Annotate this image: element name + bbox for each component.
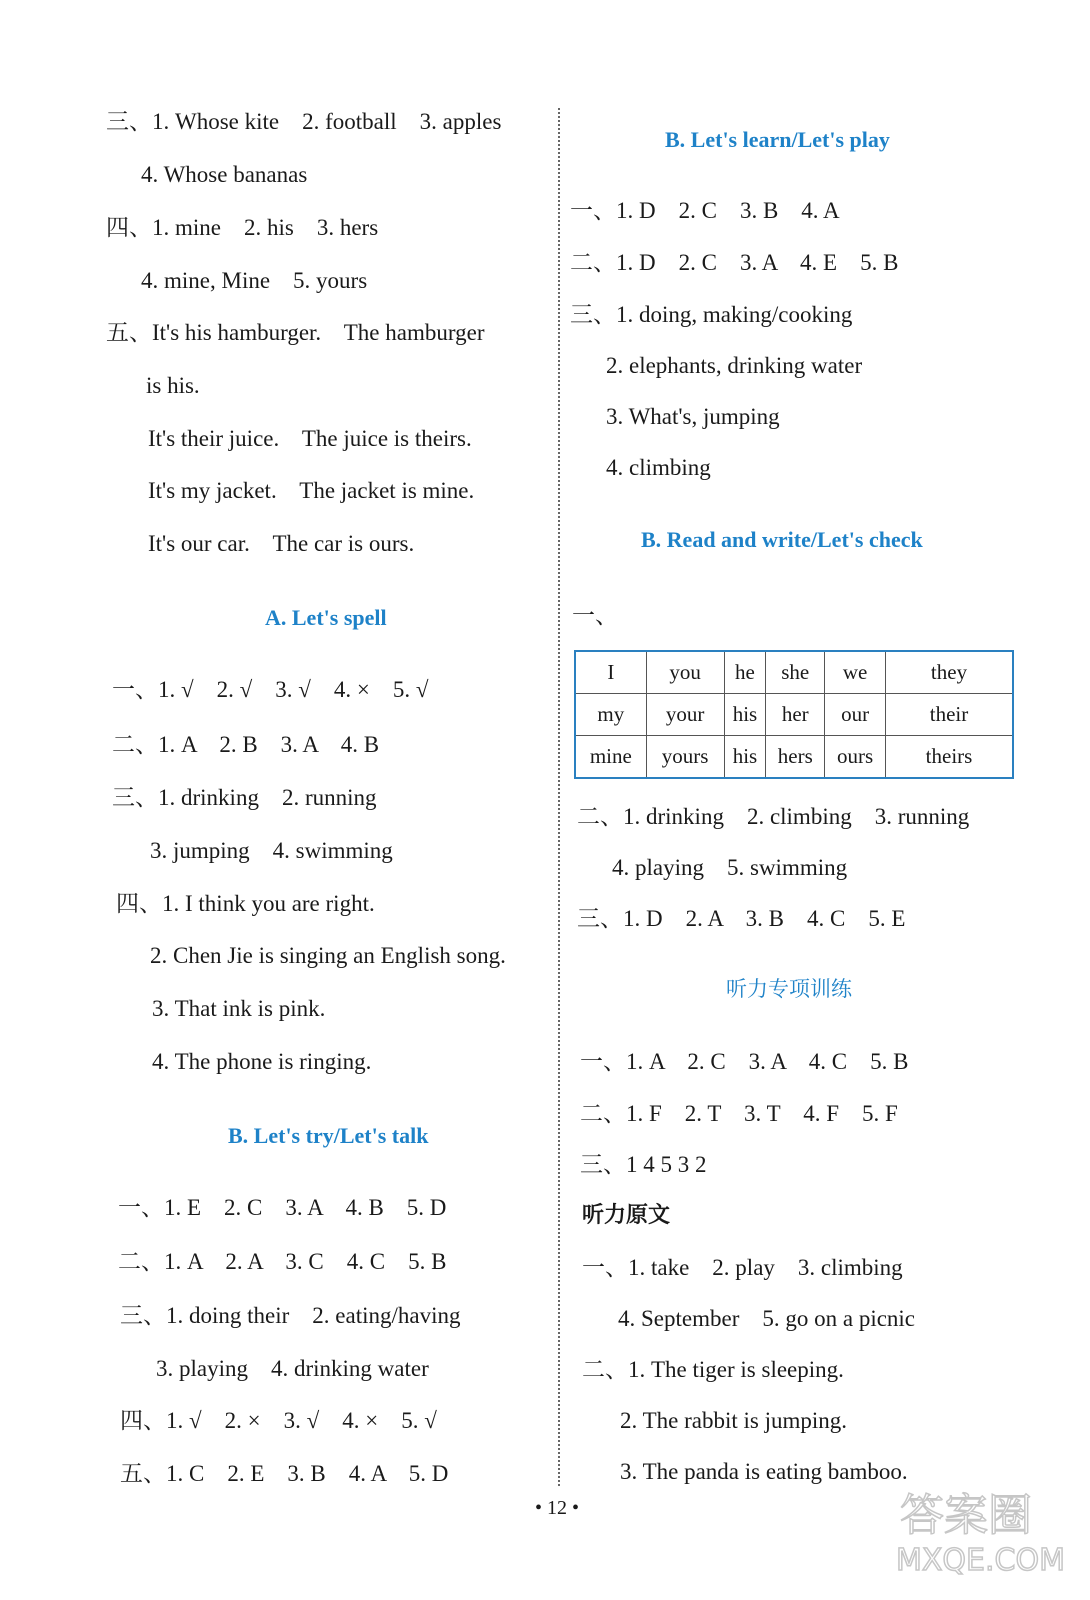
answer-line: It's our car. The car is ours. <box>148 531 415 556</box>
svg-text:MXQE.COM: MXQE.COM <box>896 1543 1065 1578</box>
table-cell: their <box>886 694 1014 736</box>
answer-line: 一、1. D 2. C 3. B 4. A <box>570 198 840 223</box>
table-cell: yours <box>646 736 724 779</box>
section-heading: B. Let's learn/Let's play <box>665 127 890 152</box>
answer-line: 二、1. F 2. T 3. T 4. F 5. F <box>580 1101 898 1126</box>
answer-line: It's my jacket. The jacket is mine. <box>148 478 475 503</box>
answer-line: 2. The rabbit is jumping. <box>620 1408 848 1433</box>
answer-line: 2. Chen Jie is singing an English song. <box>150 943 506 968</box>
answer-line: 二、1. D 2. C 3. A 4. E 5. B <box>570 250 899 275</box>
table-cell: your <box>646 694 724 736</box>
answer-line: 3. jumping 4. swimming <box>150 838 393 863</box>
table-row <box>575 651 1013 694</box>
page-number: • 12 • <box>535 1497 580 1519</box>
answer-line: 二、1. A 2. A 3. C 4. C 5. B <box>118 1249 447 1274</box>
answer-line: 4. mine, Mine 5. yours <box>141 268 368 293</box>
answer-line: 五、It's his hamburger. The hamburger <box>106 320 485 345</box>
answer-line: 三、1. drinking 2. running <box>112 785 377 810</box>
section-heading: 听力专项训练 <box>726 977 852 1001</box>
answer-line: 五、1. C 2. E 3. B 4. A 5. D <box>120 1461 449 1486</box>
answer-line: 三、1 4 5 3 2 <box>580 1152 707 1177</box>
answer-line: 4. Whose bananas <box>141 162 308 187</box>
svg-text:答案圈: 答案圈 <box>900 1490 1032 1541</box>
answer-line: 四、1. √ 2. × 3. √ 4. × 5. √ <box>120 1408 437 1433</box>
answer-line: 二、1. A 2. B 3. A 4. B <box>112 732 380 757</box>
answer-line: 4. The phone is ringing. <box>152 1049 372 1074</box>
answer-line: 3. playing 4. drinking water <box>156 1356 429 1381</box>
table-cell: I <box>575 651 646 694</box>
pronoun-table <box>574 650 1014 779</box>
answer-line: 2. elephants, drinking water <box>606 353 863 378</box>
table-cell: theirs <box>886 736 1014 779</box>
table-cell: they <box>886 651 1014 694</box>
answer-line: 4. climbing <box>606 455 711 480</box>
table-cell: her <box>766 694 825 736</box>
answer-line: 一、1. E 2. C 3. A 4. B 5. D <box>118 1195 447 1220</box>
table-cell: our <box>825 694 886 736</box>
answer-line: 四、1. I think you are right. <box>116 891 375 916</box>
table-cell: he <box>724 651 766 694</box>
table-cell: my <box>575 694 646 736</box>
answer-line: 一、1. √ 2. √ 3. √ 4. × 5. √ <box>112 677 429 702</box>
answer-line: 四、1. mine 2. his 3. hers <box>106 215 379 240</box>
section-heading: A. Let's spell <box>265 605 387 630</box>
section-title: 听力原文 <box>582 1203 671 1228</box>
answer-line: 3. That ink is pink. <box>152 996 326 1021</box>
table-cell: hers <box>766 736 825 779</box>
watermark-logo <box>892 1478 1067 1578</box>
answer-line: 三、1. doing, making/cooking <box>570 302 853 327</box>
answer-line: 三、1. doing their 2. eating/having <box>120 1303 461 1328</box>
answer-line: 3. What's, jumping <box>606 404 780 429</box>
table-cell: she <box>766 651 825 694</box>
answer-line: 4. playing 5. swimming <box>612 855 848 880</box>
answer-line: 二、1. The tiger is sleeping. <box>582 1357 844 1382</box>
answer-line: 一、1. take 2. play 3. climbing <box>582 1255 903 1280</box>
table-cell: mine <box>575 736 646 779</box>
table-row <box>575 694 1013 736</box>
answer-line: 三、1. D 2. A 3. B 4. C 5. E <box>577 906 906 931</box>
answer-line: 一、1. A 2. C 3. A 4. C 5. B <box>580 1049 909 1074</box>
table-cell: his <box>724 694 766 736</box>
answer-line: 三、1. Whose kite 2. football 3. apples <box>106 109 502 134</box>
section-heading: B. Let's try/Let's talk <box>228 1123 429 1148</box>
answer-line: is his. <box>146 373 200 398</box>
answer-line: 一、 <box>572 603 618 628</box>
table-cell: you <box>646 651 724 694</box>
answer-line: 4. September 5. go on a picnic <box>618 1306 916 1331</box>
table-cell: we <box>825 651 886 694</box>
column-divider <box>558 108 560 1486</box>
table-cell: ours <box>825 736 886 779</box>
answer-line: 二、1. drinking 2. climbing 3. running <box>577 804 970 829</box>
table-cell: his <box>724 736 766 779</box>
section-heading: B. Read and write/Let's check <box>641 527 923 552</box>
answer-line: 3. The panda is eating bamboo. <box>620 1459 908 1484</box>
answer-line: It's their juice. The juice is theirs. <box>148 426 472 451</box>
table-row <box>575 736 1013 779</box>
